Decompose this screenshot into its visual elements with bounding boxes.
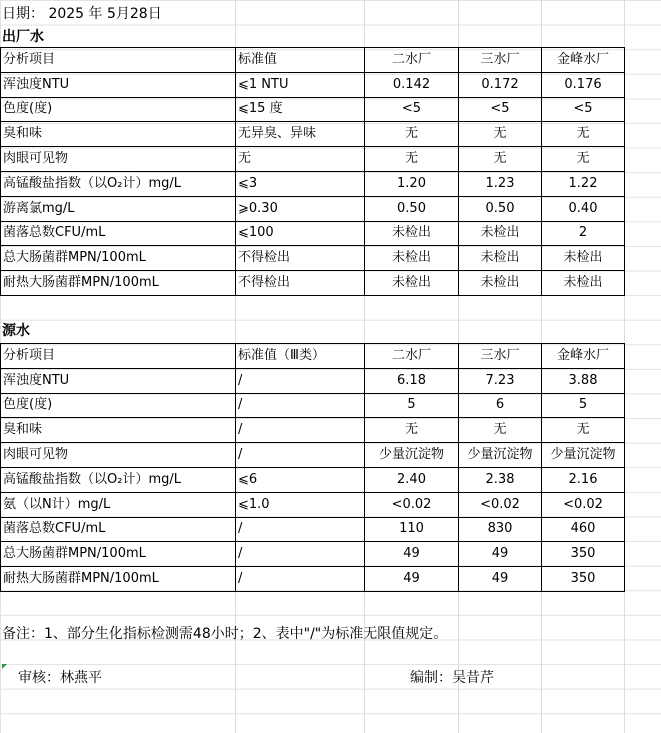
table-cell[interactable]: / <box>236 567 365 592</box>
table-cell[interactable]: 49 <box>365 567 459 592</box>
source-water-table <box>0 343 625 592</box>
table-cell[interactable]: 氨（以N计）mg/L <box>1 492 236 517</box>
table-row <box>1 72 625 97</box>
table-cell[interactable]: 2.16 <box>542 467 625 492</box>
table-cell[interactable]: 1.23 <box>459 171 542 196</box>
table-row <box>1 221 625 246</box>
table-cell[interactable]: 49 <box>365 542 459 567</box>
table-cell[interactable]: 肉眼可见物 <box>1 443 236 468</box>
table-cell[interactable]: 0.40 <box>542 196 625 221</box>
table-cell[interactable]: 350 <box>542 567 625 592</box>
table-cell[interactable]: 0.172 <box>459 72 542 97</box>
table-header-row <box>1 344 625 369</box>
table-cell[interactable]: 2.40 <box>365 467 459 492</box>
table-cell[interactable]: ⩽6 <box>236 467 365 492</box>
table-cell[interactable]: 无异臭、异味 <box>236 122 365 147</box>
table-cell[interactable]: 标准值 <box>236 48 365 73</box>
table-row <box>1 246 625 271</box>
table-cell[interactable]: 三水厂 <box>459 48 542 73</box>
table-cell[interactable]: 二水厂 <box>365 344 459 369</box>
table-cell[interactable]: 无 <box>542 147 625 172</box>
table-row <box>1 418 625 443</box>
table-row <box>1 196 625 221</box>
table-cell[interactable]: 无 <box>542 418 625 443</box>
table-cell[interactable]: 无 <box>236 147 365 172</box>
table-cell[interactable]: 无 <box>459 147 542 172</box>
table-row <box>1 567 625 592</box>
table-cell[interactable]: 总大肠菌群MPN/100mL <box>1 246 236 271</box>
table-cell[interactable]: 耐热大肠菌群MPN/100mL <box>1 567 236 592</box>
table-cell[interactable]: 无 <box>542 122 625 147</box>
table-row <box>1 443 625 468</box>
table-cell[interactable]: 二水厂 <box>365 48 459 73</box>
section-title-outlet-water[interactable]: 出厂水 <box>2 29 44 45</box>
table-cell[interactable]: 少量沉淀物 <box>542 443 625 468</box>
table-cell[interactable]: 色度(度) <box>1 97 236 122</box>
outlet-water-table <box>0 47 625 296</box>
table-cell[interactable]: ⩾0.30 <box>236 196 365 221</box>
table-cell[interactable]: 肉眼可见物 <box>1 147 236 172</box>
table-cell[interactable]: ⩽100 <box>236 221 365 246</box>
table-cell[interactable]: 无 <box>459 122 542 147</box>
table-cell[interactable]: 总大肠菌群MPN/100mL <box>1 542 236 567</box>
table-cell[interactable]: 未检出 <box>459 246 542 271</box>
table-row <box>1 122 625 147</box>
table-cell[interactable]: 7.23 <box>459 368 542 393</box>
table-row <box>1 147 625 172</box>
table-cell[interactable]: 无 <box>365 122 459 147</box>
table-row <box>1 393 625 418</box>
table-cell[interactable]: ⩽3 <box>236 171 365 196</box>
table-row <box>1 517 625 542</box>
table-cell[interactable]: 臭和味 <box>1 418 236 443</box>
table-cell[interactable]: 1.22 <box>542 171 625 196</box>
table-cell[interactable]: 金峰水厂 <box>542 344 625 369</box>
table-cell[interactable]: 0.142 <box>365 72 459 97</box>
section-title-source-water[interactable]: 源水 <box>2 323 30 339</box>
table-cell[interactable]: <0.02 <box>542 492 625 517</box>
table-cell[interactable]: 2 <box>542 221 625 246</box>
table-cell[interactable]: 1.20 <box>365 171 459 196</box>
table-cell[interactable]: 浑浊度NTU <box>1 72 236 97</box>
table-cell[interactable]: 耐热大肠菌群MPN/100mL <box>1 271 236 296</box>
table-cell[interactable]: 不得检出 <box>236 271 365 296</box>
table-cell[interactable]: 菌落总数CFU/mL <box>1 517 236 542</box>
table-cell[interactable]: 菌落总数CFU/mL <box>1 221 236 246</box>
table-row <box>1 542 625 567</box>
table-cell[interactable]: 5 <box>542 393 625 418</box>
table-cell[interactable]: 6 <box>459 393 542 418</box>
table-cell[interactable]: 浑浊度NTU <box>1 368 236 393</box>
table-cell[interactable]: 未检出 <box>459 271 542 296</box>
table-cell[interactable]: 460 <box>542 517 625 542</box>
table-cell[interactable]: 分析项目 <box>1 48 236 73</box>
table-row <box>1 171 625 196</box>
table-cell[interactable]: <5 <box>459 97 542 122</box>
table-cell[interactable]: 未检出 <box>542 246 625 271</box>
table-cell[interactable]: / <box>236 368 365 393</box>
report-date[interactable]: 日期： 2025 年 5月28日 <box>2 6 162 22</box>
table-cell[interactable]: 不得检出 <box>236 246 365 271</box>
table-cell[interactable]: ⩽15 度 <box>236 97 365 122</box>
table-cell[interactable]: <5 <box>542 97 625 122</box>
table-cell[interactable]: 110 <box>365 517 459 542</box>
table-cell[interactable]: / <box>236 517 365 542</box>
table-cell[interactable]: 3.88 <box>542 368 625 393</box>
table-cell[interactable]: 游离氯mg/L <box>1 196 236 221</box>
cell-indicator-icon <box>2 664 7 669</box>
reviewer-signature[interactable]: 审核：林燕平 <box>18 670 102 686</box>
table-row <box>1 467 625 492</box>
table-cell[interactable]: 未检出 <box>542 271 625 296</box>
table-cell[interactable]: 6.18 <box>365 368 459 393</box>
table-cell[interactable]: 49 <box>459 542 542 567</box>
table-cell[interactable]: 无 <box>365 147 459 172</box>
table-cell[interactable]: 标准值（Ⅲ类） <box>236 344 365 369</box>
table-cell[interactable]: 49 <box>459 567 542 592</box>
table-cell[interactable]: 金峰水厂 <box>542 48 625 73</box>
table-row <box>1 97 625 122</box>
table-cell[interactable]: 未检出 <box>365 246 459 271</box>
editor-signature[interactable]: 编制：吴昔芹 <box>410 670 494 686</box>
table-cell[interactable]: <0.02 <box>365 492 459 517</box>
table-cell[interactable]: 高锰酸盐指数（以O₂计）mg/L <box>1 171 236 196</box>
table-cell[interactable]: / <box>236 542 365 567</box>
table-cell[interactable]: 未检出 <box>365 221 459 246</box>
table-cell[interactable]: <5 <box>365 97 459 122</box>
table-cell[interactable]: 5 <box>365 393 459 418</box>
table-cell[interactable]: 色度(度) <box>1 393 236 418</box>
table-cell[interactable]: <0.02 <box>459 492 542 517</box>
table-cell[interactable]: 未检出 <box>459 221 542 246</box>
table-cell[interactable]: 少量沉淀物 <box>459 443 542 468</box>
table-cell[interactable]: 2.38 <box>459 467 542 492</box>
footnote[interactable]: 备注：1、部分生化指标检测需48小时；2、表中"/"为标准无限值规定。 <box>2 626 448 642</box>
table-cell[interactable]: 0.176 <box>542 72 625 97</box>
table-header-row <box>1 48 625 73</box>
table-row <box>1 368 625 393</box>
table-cell[interactable]: 无 <box>365 418 459 443</box>
table-cell[interactable]: 少量沉淀物 <box>365 443 459 468</box>
table-cell[interactable]: 0.50 <box>365 196 459 221</box>
table-cell[interactable]: 分析项目 <box>1 344 236 369</box>
table-cell[interactable]: 830 <box>459 517 542 542</box>
table-cell[interactable]: 0.50 <box>459 196 542 221</box>
table-cell[interactable]: 350 <box>542 542 625 567</box>
table-row <box>1 271 625 296</box>
table-cell[interactable]: / <box>236 393 365 418</box>
table-cell[interactable]: 三水厂 <box>459 344 542 369</box>
table-cell[interactable]: 高锰酸盐指数（以O₂计）mg/L <box>1 467 236 492</box>
table-cell[interactable]: 臭和味 <box>1 122 236 147</box>
table-cell[interactable]: 无 <box>459 418 542 443</box>
table-cell[interactable]: 未检出 <box>365 271 459 296</box>
table-cell[interactable]: / <box>236 418 365 443</box>
table-cell[interactable]: ⩽1.0 <box>236 492 365 517</box>
table-cell[interactable]: / <box>236 443 365 468</box>
table-cell[interactable]: ⩽1 NTU <box>236 72 365 97</box>
table-row <box>1 492 625 517</box>
